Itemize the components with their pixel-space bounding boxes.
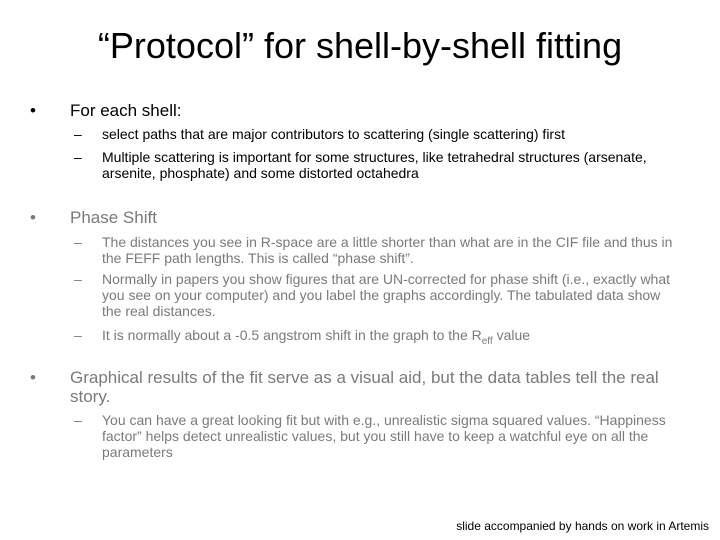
sub-text: Multiple scattering is important for some structures, like tetrahedral structures (arsenate, arsenite, phosphate) and some distorted octahedra bbox=[102, 149, 647, 181]
dash-marker: – bbox=[74, 149, 82, 165]
dash-marker: – bbox=[74, 234, 82, 250]
sub-text bbox=[102, 327, 680, 346]
dash-marker: – bbox=[74, 126, 82, 142]
slide-title: “Protocol” for shell-by-shell fitting bbox=[97, 25, 623, 66]
bullet-marker: • bbox=[30, 101, 36, 120]
bullet-marker: • bbox=[30, 208, 36, 227]
sub-text-tail: value bbox=[492, 327, 531, 343]
bullet-text: Phase Shift bbox=[70, 208, 157, 227]
bullet-text: Graphical results of the fit serve as a visual aid, but the data tables tell the real story. bbox=[70, 368, 659, 406]
subscript-eff: eff bbox=[481, 336, 493, 347]
sub-text-main: It is normally about a -0.5 angstrom shift in the graph to the R bbox=[102, 327, 482, 343]
dash-marker: – bbox=[74, 412, 82, 428]
dash-marker: – bbox=[74, 271, 82, 287]
bullet-text: For each shell: bbox=[70, 101, 182, 120]
sub-text: Normally in papers you show figures that are UN-corrected for phase shift (i.e., exactly what you see on your computer) and you label the graphs accordingly. The tabulated data show the real distances. bbox=[102, 271, 671, 319]
dash-marker: – bbox=[74, 327, 82, 343]
sub-text: The distances you see in R-space are a little shorter than what are in the CIF file and thus in the FEFF path lengths. This is called “phase shift”. bbox=[102, 234, 673, 266]
sub-text: You can have a great looking fit but with e.g., unrealistic sigma squared values. “Happiness factor” helps detect unrealistic values, but you still have to keep a watchful eye on all the parameters bbox=[102, 412, 666, 460]
footer-note: slide accompanied by hands on work in Artemis bbox=[456, 519, 709, 533]
sub-text: select paths that are major contributors to scattering (single scattering) first bbox=[102, 126, 565, 142]
bullet-marker: • bbox=[30, 368, 36, 387]
